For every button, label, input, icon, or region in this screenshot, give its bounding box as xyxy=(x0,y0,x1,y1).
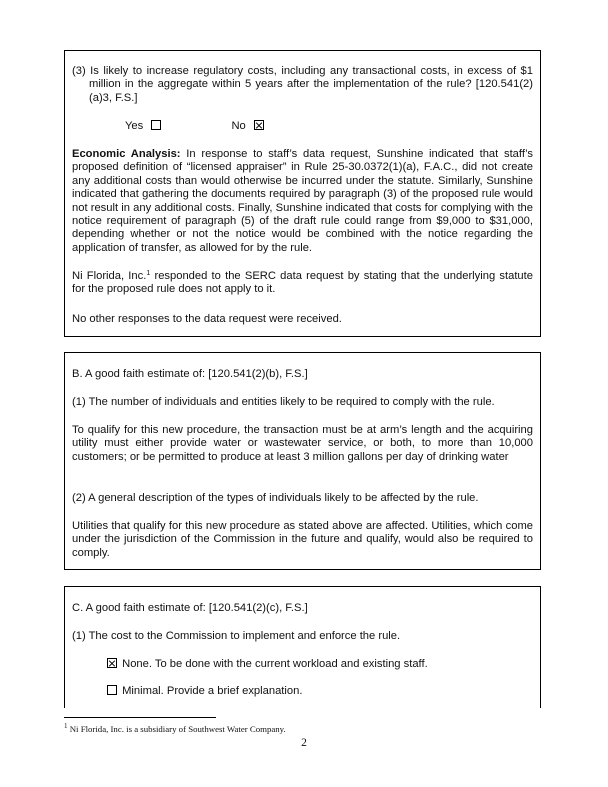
footnote-text: Ni Florida, Inc. is a subsidiary of Southwest Water Company. xyxy=(67,724,286,734)
section-c-heading: C. A good faith estimate of: [120.541(2)(c), F.S.] xyxy=(72,602,308,614)
no-other-responses: No other responses to the data request were received. xyxy=(72,313,342,325)
economic-analysis-body: In response to staff’s data request, Sunshine indicated that staff’s proposed definition of “licensed appraiser” in Rule 25-30.0372(1)(a), F.A.C., did not create any additional costs than would otherwise be incurred under the statute. Similarly, Sunshine indicated that gathering the documents required by paragraph (3) of the proposed rule would not result in any additional costs. Finally, Sunshine indicated that costs for complying with the notice requirement of paragraph (5) of the draft rule could range from $9,000 to $31,000, depending whether or not the notice would be combined with the notice regarding the application of transfer, as allowed for by the rule. xyxy=(72,148,534,254)
minimal-checkbox[interactable] xyxy=(107,685,117,695)
footnote xyxy=(64,724,286,734)
no-checkbox[interactable] xyxy=(254,120,264,130)
question-3: (3) Is likely to increase regulatory costs, including any transactional costs, in excess of $1 million in the aggregate within 5 years after the implementation of the rule? [120.541(2)(a)3, F.S.] xyxy=(72,65,533,104)
option-none xyxy=(107,658,533,671)
none-checkbox[interactable] xyxy=(107,658,117,668)
section-b-paragraph-1: To qualify for this new procedure, the transaction must be at arm’s length and the acquiring utility must either provide water or wastewater service, or both, to more than 10,000 customers; or be permitted to produce at least 3 million gallons per day of drinking water xyxy=(72,424,533,463)
footnote-divider xyxy=(64,717,216,718)
yes-checkbox[interactable] xyxy=(151,120,161,130)
section-c-box xyxy=(64,586,541,708)
no-label: No xyxy=(231,120,246,132)
section-b-heading: B. A good faith estimate of: [120.541(2)(b), F.S.] xyxy=(72,368,308,380)
ni-florida-name: Ni Florida, Inc. xyxy=(72,270,147,282)
section-b-item-2: (2) A general description of the types of individuals likely to be affected by the rule. xyxy=(72,492,479,504)
yes-no-row xyxy=(125,120,533,133)
section-b-item-1: (1) The number of individuals and entities likely to be required to comply with the rule. xyxy=(72,396,495,408)
option-minimal xyxy=(107,685,533,698)
section-c-item-1: (1) The cost to the Commission to implement and enforce the rule. xyxy=(72,630,401,642)
section-b-box xyxy=(64,352,541,570)
section-a-box xyxy=(64,50,541,337)
yes-label: Yes xyxy=(125,120,144,132)
economic-analysis-heading: Economic Analysis: xyxy=(72,148,181,160)
option-none-label: None. To be done with the current workload and existing staff. xyxy=(122,658,428,670)
ni-florida-text: responded to the SERC data request by stating that the underlying statute for the proposed rule does not apply to it. xyxy=(72,270,533,296)
option-minimal-label: Minimal. Provide a brief explanation. xyxy=(122,685,303,697)
footnote-marker: 1 xyxy=(64,722,68,730)
footnote-ref[interactable]: 1 xyxy=(146,270,151,277)
ni-florida-paragraph xyxy=(72,270,533,297)
page-number: 2 xyxy=(301,737,307,749)
economic-analysis xyxy=(72,148,533,255)
section-b-paragraph-2: Utilities that qualify for this new procedure as stated above are affected. Utilities, which come under the jurisdiction of the Commission in the future and qualify, would also be required to comply. xyxy=(72,520,533,559)
